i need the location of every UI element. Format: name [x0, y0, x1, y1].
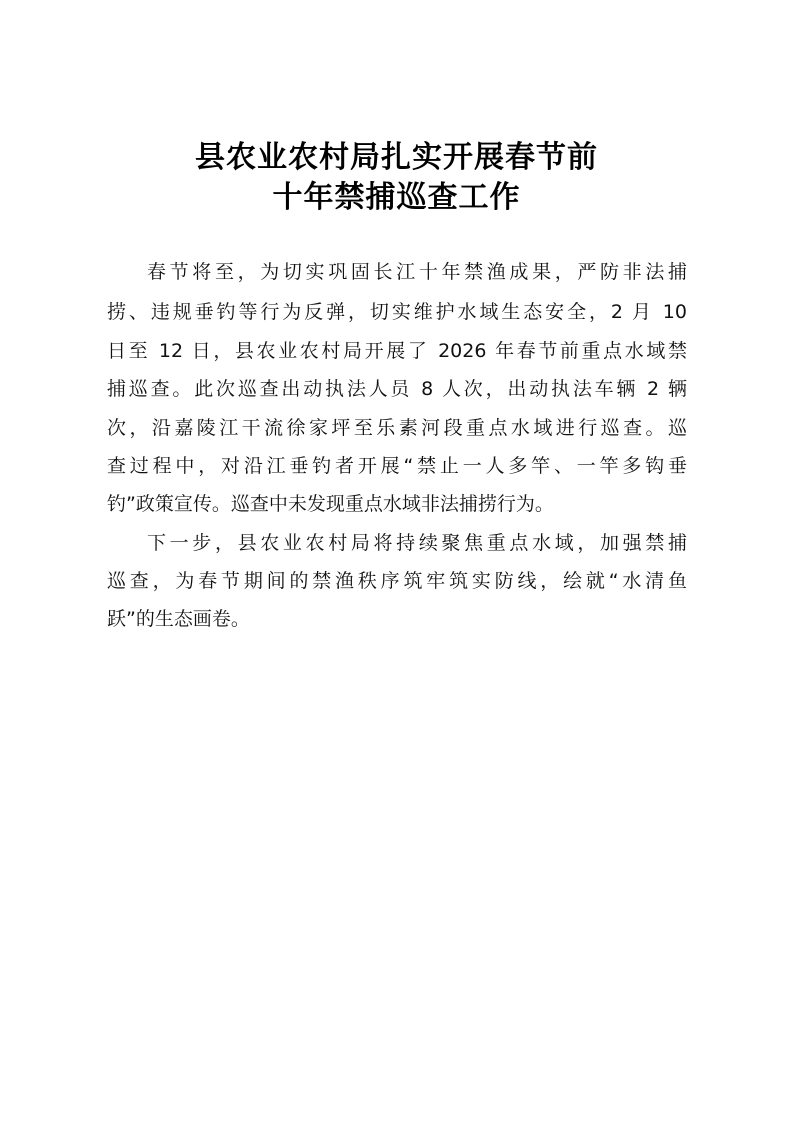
paragraph-1-line: 捕巡查。此次巡查出动执法人员 8 人次，出动执法车辆 2 辆	[107, 378, 687, 400]
paragraph-1-line: 次，沿嘉陵江干流徐家坪至乐素河段重点水域进行巡查。巡	[107, 417, 687, 439]
paragraph-1-line: 钓”政策宣传。巡查中未发现重点水域非法捕捞行为。	[107, 493, 554, 515]
paragraph-2-line: 巡查，为春节期间的禁渔秩序筑牢筑实防线，绘就“水清鱼	[107, 570, 687, 592]
paragraph-1-line: 捞、违规垂钓等行为反弹，切实维护水域生态安全，2 月 10	[107, 301, 687, 323]
paragraph-2-line: 下一步，县农业农村局将持续聚焦重点水域，加强禁捕	[147, 532, 687, 554]
paragraph-2-line: 跃”的生态画卷。	[107, 608, 250, 630]
paragraph-1-line: 查过程中，对沿江垂钓者开展“禁止一人多竿、一竿多钩垂	[107, 455, 687, 477]
paragraph-1-line: 日至 12 日，县农业农村局开展了 2026 年春节前重点水域禁	[107, 340, 687, 362]
document-title-line-1: 县农业农村局扎实开展春节前	[195, 140, 598, 175]
document-title-line-2: 十年禁捕巡查工作	[272, 180, 521, 215]
paragraph-1-line: 春节将至，为切实巩固长江十年禁渔成果，严防非法捕	[147, 261, 687, 283]
